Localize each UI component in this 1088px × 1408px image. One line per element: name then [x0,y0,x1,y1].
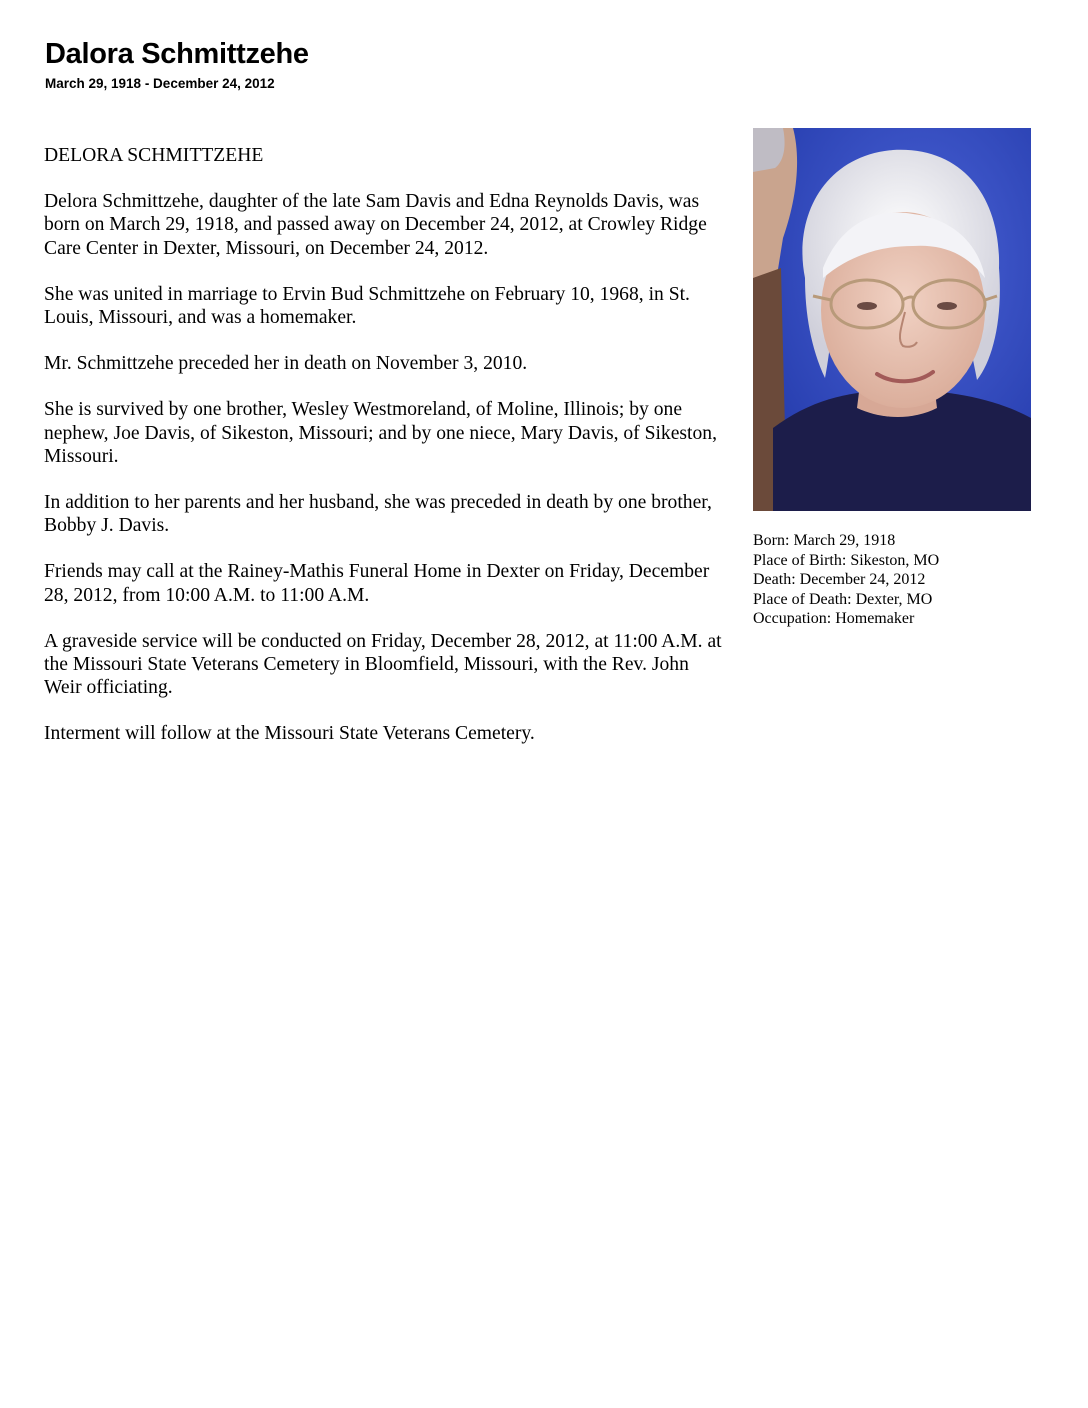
birth-place-fact: Place of Birth: Sikeston, MO [753,551,940,569]
obituary-paragraph: Friends may call at the Rainey-Mathis Funeral Home in Dexter on Friday, December 28, 2012, from 10:00 A.M. to 11:00 A.M. [44,561,710,606]
occupation-fact: Occupation: Homemaker [753,610,915,628]
obituary-heading: DELORA SCHMITTZEHE [44,145,264,166]
obituary-paragraph: A graveside service will be conducted on Friday, December 28, 2012, at 11:00 A.M. at the Missouri State Veterans Cemetery in Bloomfield, Missouri, with the Rev. John Weir officiating. [44,630,722,699]
obituary-paragraph: She was united in marriage to Ervin Bud Schmittzehe on February 10, 1968, in St. Louis, Missouri, and was a homemaker. [44,283,690,329]
obituary-paragraph: In addition to her parents and her husband, she was preceded in death by one brother, Bobby J. Davis. [44,492,712,537]
obituary-paragraph: Mr. Schmittzehe preceded her in death on November 3, 2010. [44,353,528,375]
portrait-photo [753,128,1031,511]
obituary-paragraph: Delora Schmittzehe, daughter of the late Sam Davis and Edna Reynolds Davis, was born on March 29, 1918, and passed away on December 24, 2012, at Crowley Ridge Care Center in Dexter, Missouri, on December 24, 2012. [44,191,707,259]
death-fact: Death: December 24, 2012 [753,571,926,589]
page-title: Dalora Schmittzehe [45,38,309,70]
born-fact: Born: March 29, 1918 [753,532,896,549]
obituary-paragraph: Interment will follow at the Missouri State Veterans Cemetery. [44,723,535,745]
life-dates: March 29, 1918 - December 24, 2012 [45,76,275,91]
obituary-header [45,36,745,92]
fact-box [753,531,1053,629]
obituary-text [44,144,724,769]
obituary-paragraph: She is survived by one brother, Wesley Westmoreland, of Moline, Illinois; by one nephew, Joe Davis, of Sikeston, Missouri; and by one niece, Mary Davis, of Sikeston, Missouri. [44,399,717,467]
death-place-fact: Place of Death: Dexter, MO [753,590,933,608]
